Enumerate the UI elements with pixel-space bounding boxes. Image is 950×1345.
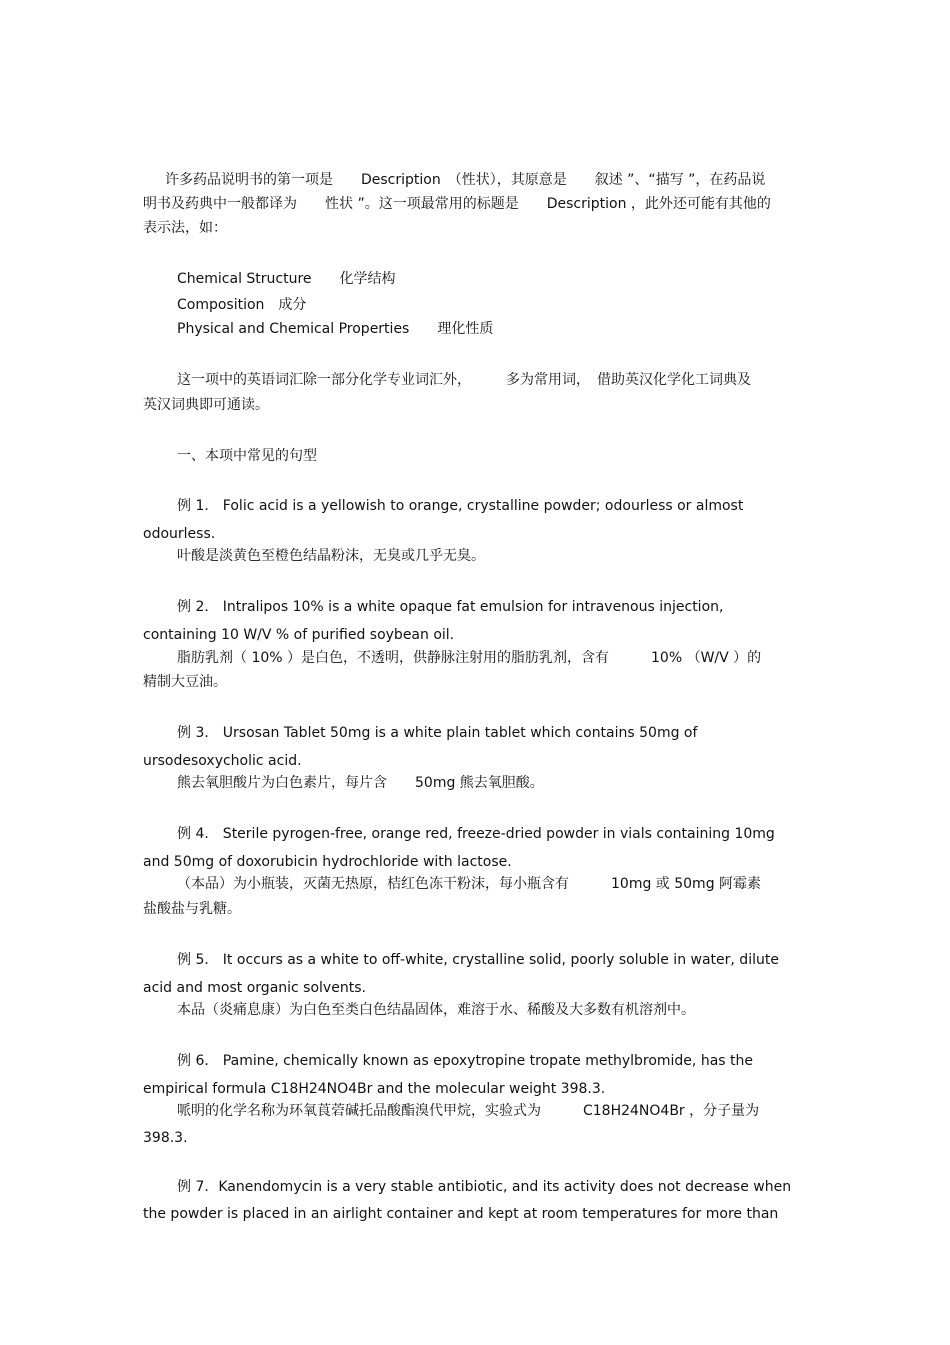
example-zh-line: 叶酸是淡黄色至橙色结晶粉沫，无臭或几乎无臭。 [177, 548, 485, 564]
example-zh-line: 熊去氧胆酸片为白色素片，每片含 50mg 熊去氧胆酸。 [177, 775, 544, 791]
example-en-line: containing 10 W/V % of purified soybean oil. [143, 627, 455, 643]
example-zh-line: 盐酸盐与乳糖。 [143, 901, 241, 917]
intro-paragraph-line: 许多药品说明书的第一项是 Description （性状），其原意是 叙述 ”、“描写 ”，在药品说 [165, 172, 766, 188]
example-en-line: acid and most organic solvents. [143, 980, 366, 996]
example-en-line: 例 6． Pamine, chemically known as epoxytropine tropate methylbromide, has the [177, 1053, 753, 1069]
alt-title-item: Composition 成分 [177, 297, 307, 313]
example-en-line: 例 3． Ursosan Tablet 50mg is a white plain tablet which contains 50mg of [177, 725, 698, 741]
vocab-note-line: 英汉词典即可通读。 [143, 397, 269, 413]
example-en-line: empirical formula C18H24NO4Br and the molecular weight 398.3. [143, 1081, 606, 1097]
example-zh-line: 哌明的化学名称为环氧莨菪碱托品酸酯溴代甲烷，实验式为 C18H24NO4Br ，分子量为 [177, 1103, 760, 1119]
example-en-line: 例 1． Folic acid is a yellowish to orange, crystalline powder; odourless or almost [177, 498, 744, 514]
example-zh-line: 398.3. [143, 1130, 188, 1146]
alt-title-item: Chemical Structure 化学结构 [177, 271, 396, 287]
example-en-line: the powder is placed in an airlight container and kept at room temperatures for more than [143, 1206, 779, 1222]
intro-paragraph-line: 表示法，如： [143, 220, 227, 236]
example-en-line: 例 2． Intralipos 10% is a white opaque fat emulsion for intravenous injection, [177, 599, 724, 615]
example-en-line: ursodesoxycholic acid. [143, 753, 302, 769]
example-en-line: odourless. [143, 526, 216, 542]
example-zh-line: 脂肪乳剂（ 10% ）是白色，不透明，供静脉注射用的脂肪乳剂，含有 10% （W/V ）的 [177, 650, 762, 666]
alt-title-item: Physical and Chemical Properties 理化性质 [177, 321, 494, 337]
example-zh-line: （本品）为小瓶装，灭菌无热原，桔红色冻干粉沫，每小瓶含有 10mg 或 50mg 阿霉素 [177, 876, 762, 892]
vocab-note-line: 这一项中的英语词汇除一部分化学专业词汇外， 多为常用词， 借助英汉化学化工词典及 [177, 372, 751, 388]
example-en-line: and 50mg of doxorubicin hydrochloride with lactose. [143, 854, 512, 870]
intro-paragraph-line: 明书及药典中一般都译为 性状 ”。这一项最常用的标题是 Description ，此外还可能有其他的 [143, 196, 771, 212]
example-en-line: 例 7．Kanendomycin is a very stable antibiotic, and its activity does not decrease when [177, 1179, 792, 1195]
example-zh-line: 精制大豆油。 [143, 674, 227, 690]
section-heading: 一、本项中常见的句型 [177, 448, 317, 464]
example-en-line: 例 5． It occurs as a white to off-white, crystalline solid, poorly soluble in water, dilute [177, 952, 779, 968]
example-zh-line: 本品（炎痛息康）为白色至类白色结晶固体，难溶于水、稀酸及大多数有机溶剂中。 [177, 1002, 695, 1018]
example-en-line: 例 4． Sterile pyrogen-free, orange red, freeze-dried powder in vials containing 10mg [177, 826, 775, 842]
